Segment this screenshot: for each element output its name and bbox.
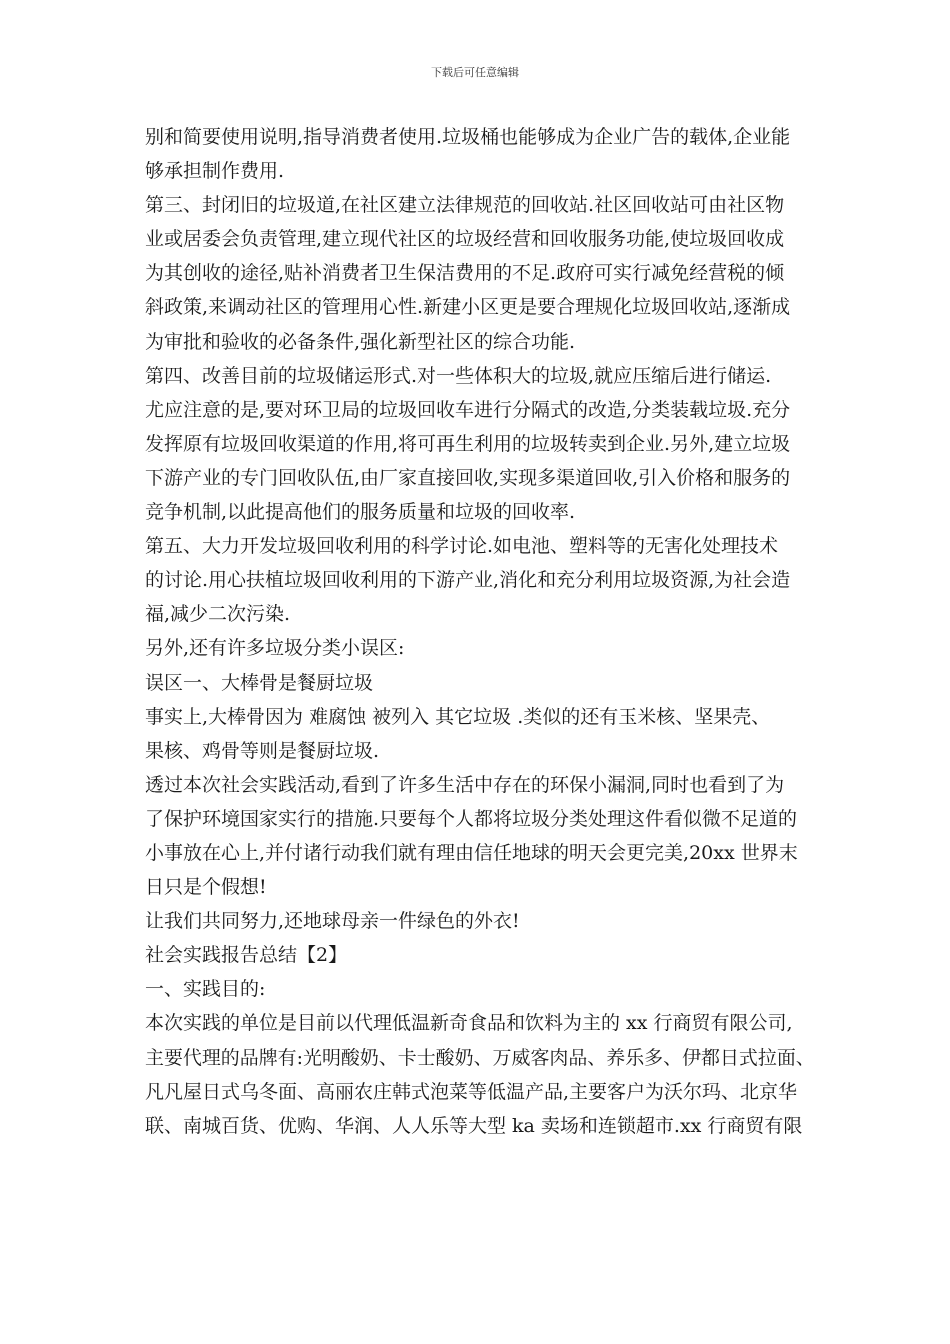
text-line: 联、南城百货、优购、华润、人人乐等大型 ka 卖场和连锁超市.xx 行商贸有限 [145, 1114, 803, 1137]
text-line: 事实上,大棒骨因为 难腐蚀 被列入 其它垃圾 .类似的还有玉米核、坚果壳、 [145, 705, 771, 728]
text-line: 斜政策,来调动社区的管理用心性.新建小区更是要合理规化垃圾回收站,逐渐成 [145, 296, 791, 319]
text-line: 下游产业的专门回收队伍,由厂家直接回收,实现多渠道回收,引入价格和服务的 [145, 466, 791, 489]
text-line: 小事放在心上,并付诸行动我们就有理由信任地球的明天会更完美,20xx 世界末 [145, 841, 798, 864]
text-line: 日只是个假想! [145, 876, 267, 899]
text-line: 第四、改善目前的垃圾储运形式.对一些体积大的垃圾,就应压缩后进行储运. [145, 364, 772, 387]
text-line: 一、实践目的: [145, 978, 266, 1001]
text-line: 果核、鸡骨等则是餐厨垃圾. [145, 739, 380, 762]
text-line: 为其创收的途径,贴补消费者卫生保洁费用的不足.政府可实行减免经营税的倾 [145, 262, 785, 285]
text-line: 尤应注意的是,要对环卫局的垃圾回收车进行分隔式的改造,分类装载垃圾.充分 [145, 398, 791, 421]
text-line: 发挥原有垃圾回收渠道的作用,将可再生利用的垃圾转卖到企业.另外,建立垃圾 [145, 432, 791, 455]
text-line: 第三、封闭旧的垃圾道,在社区建立法律规范的回收站.社区回收站可由社区物 [145, 194, 785, 217]
text-line: 第五、大力开发垃圾回收利用的科学讨论.如电池、塑料等的无害化处理技术 [145, 535, 779, 558]
text-line: 竞争机制,以此提高他们的服务质量和垃圾的回收率. [145, 501, 576, 524]
text-line: 够承担制作费用. [145, 160, 285, 183]
text-line: 本次实践的单位是目前以代理低温新奇食品和饮料为主的 xx 行商贸有限公司, [145, 1012, 793, 1035]
text-line: 误区一、大棒骨是餐厨垃圾 [145, 671, 374, 694]
text-line: 的讨论.用心扶植垃圾回收利用的下游产业,消化和充分利用垃圾资源,为社会造 [145, 569, 791, 592]
text-line: 了保护环境国家实行的措施.只要每个人都将垃圾分类处理这件看似微不足道的 [145, 807, 798, 830]
page-header: 下载后可任意编辑 [431, 66, 519, 79]
text-line: 为审批和验收的必备条件,强化新型社区的综合功能. [145, 330, 576, 353]
text-line: 别和简要使用说明,指导消费者使用.垃圾桶也能够成为企业广告的载体,企业能 [145, 126, 791, 148]
section-heading: 社会实践报告总结【2】 [145, 944, 348, 967]
text-line: 凡凡屋日式乌冬面、高丽农庄韩式泡菜等低温产品,主要客户为沃尔玛、北京华 [145, 1080, 798, 1103]
text-line: 透过本次社会实践活动,看到了许多生活中存在的环保小漏洞,同时也看到了为 [145, 773, 785, 796]
text-line: 福,减少二次污染. [145, 603, 291, 626]
text-line: 业或居委会负责管理,建立现代社区的垃圾经营和回收服务功能,使垃圾回收成 [145, 228, 785, 251]
document-body [145, 120, 815, 1143]
text-line: 主要代理的品牌有:光明酸奶、卡士酸奶、万威客肉品、养乐多、伊都日式拉面、 [145, 1046, 815, 1069]
text-line: 另外,还有许多垃圾分类小误区: [145, 637, 405, 660]
text-line: 让我们共同努力,还地球母亲一件绿色的外衣! [145, 910, 520, 933]
